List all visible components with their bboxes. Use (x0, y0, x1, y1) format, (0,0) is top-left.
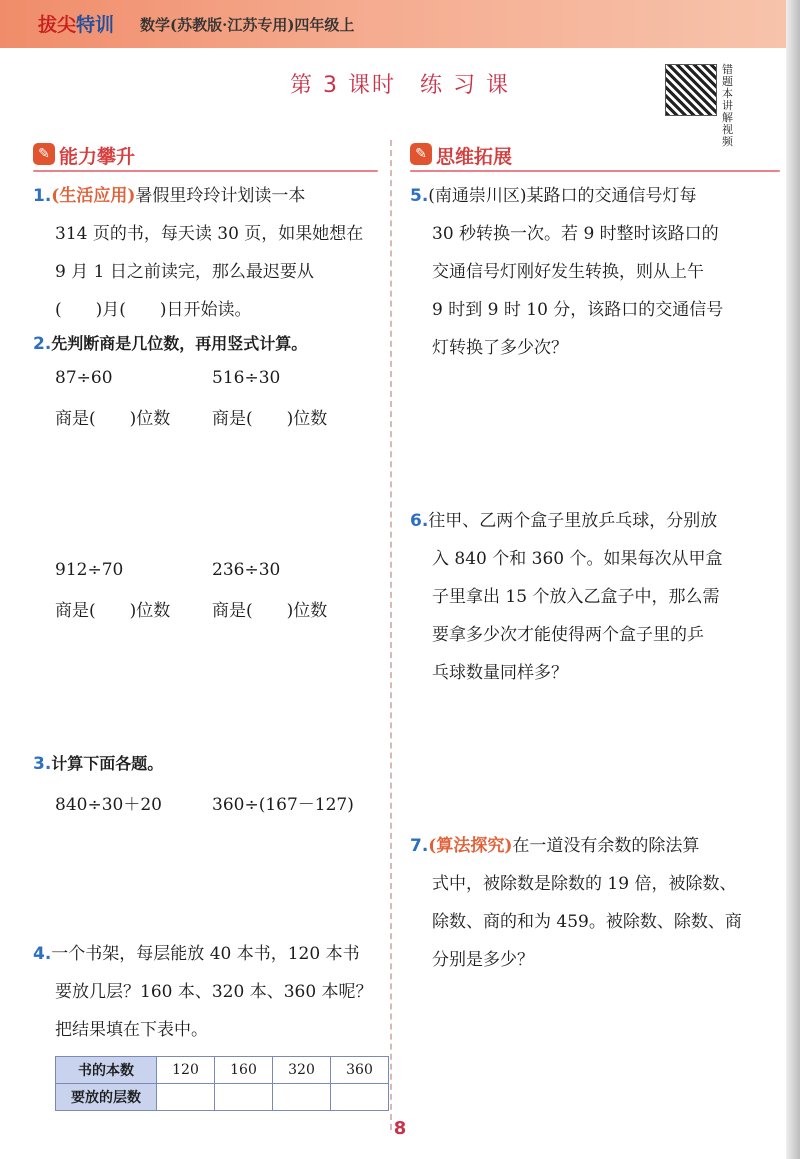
table-row (56, 1084, 389, 1111)
section-underline (410, 170, 780, 172)
question-tag: (南通崇川区) (428, 186, 527, 206)
column-divider (390, 140, 392, 1130)
expression: 87÷60 (55, 368, 113, 388)
question-text: 30 秒转换一次。若 9 时整时该路口的 (432, 224, 719, 244)
answer-cell[interactable] (331, 1084, 389, 1111)
answer-blank[interactable]: 商是( )位数 (212, 601, 328, 621)
section-underline (33, 170, 378, 172)
expression: 360÷(167－127) (212, 795, 354, 815)
answer-blank[interactable]: 商是( )位数 (55, 601, 171, 621)
question-text: 把结果填在下表中。 (55, 1020, 208, 1040)
question-text: 计算下面各题。 (51, 754, 164, 773)
page-number: 8 (393, 1118, 407, 1139)
expression: 516÷30 (212, 368, 281, 388)
question-number: 7. (410, 836, 429, 856)
question-tag: (生活应用) (51, 186, 136, 206)
running-icon: ✎ (33, 143, 55, 165)
question-number: 2. (33, 334, 52, 354)
answer-cell[interactable] (157, 1084, 215, 1111)
section-label: 能力攀升 (59, 146, 136, 168)
question-text: 314 页的书，每天读 30 页，如果她想在 (55, 224, 364, 244)
answer-cell[interactable] (273, 1084, 331, 1111)
question-text: 9 时到 9 时 10 分，该路口的交通信号 (432, 300, 724, 320)
question-2 (33, 325, 383, 363)
table-header: 书的本数 (56, 1057, 157, 1084)
question-6 (410, 502, 782, 692)
question-text: 子里拿出 15 个放入乙盒子中，那么需 (432, 587, 720, 607)
brand-text-2: 特训 (76, 14, 115, 36)
brand-logo (38, 10, 114, 37)
question-text: 往甲、乙两个盒子里放乒乓球，分别放 (428, 511, 718, 531)
answer-blank[interactable]: 商是( )位数 (55, 409, 171, 429)
question-text: 分别是多少？ (432, 950, 534, 970)
question-text: 要拿多少次才能使得两个盒子里的乒 (432, 625, 704, 645)
question-7 (410, 827, 782, 979)
expression: 840÷30＋20 (55, 795, 162, 815)
brand-text-1: 拔尖 (38, 14, 77, 36)
question-text: 灯转换了多少次？ (432, 338, 568, 358)
question-tag: (算法探究) (428, 836, 513, 856)
answer-blank[interactable]: 商是( )位数 (212, 409, 328, 429)
question-number: 6. (410, 511, 429, 531)
question-text: ( )月( )日开始读。 (55, 300, 252, 320)
subject-label: 数学(苏教版·江苏专用)四年级上 (140, 16, 355, 34)
question-text: 暑假里玲玲计划读一本 (135, 186, 306, 206)
section-label: 思维拓展 (436, 146, 513, 168)
section-header-ability (33, 140, 378, 170)
question-text: 先判断商是几位数，再用竖式计算。 (51, 334, 308, 353)
section-header-thinking (410, 140, 780, 170)
question-text: 乓球数量同样多？ (432, 663, 568, 683)
question-3 (33, 745, 383, 783)
question-text: 入 840 个和 360 个。如果每次从甲盒 (432, 549, 723, 569)
question-text: 9 月 1 日之前读完，那么最迟要从 (55, 262, 314, 282)
table-cell: 120 (157, 1057, 215, 1084)
question-number: 3. (33, 754, 52, 774)
header-bar (0, 0, 800, 48)
question-4 (33, 935, 388, 1049)
table-cell: 360 (331, 1057, 389, 1084)
question-number: 4. (33, 944, 52, 964)
lesson-title: 第 3 课时 练 习 课 (290, 73, 510, 98)
answer-cell[interactable] (215, 1084, 273, 1111)
running-icon: ✎ (410, 143, 432, 165)
question-1 (33, 177, 383, 329)
table-cell: 160 (215, 1057, 273, 1084)
question-text: 一个书架，每层能放 40 本书，120 本书 (51, 944, 360, 964)
question-5 (410, 177, 782, 367)
answer-table (55, 1056, 389, 1111)
question-text: 要放几层？160 本、320 本、360 本呢？ (55, 982, 373, 1002)
page-edge (786, 0, 800, 1159)
qr-label: 错题本讲解视频 (722, 63, 733, 148)
table-cell: 320 (273, 1057, 331, 1084)
expression: 912÷70 (55, 560, 124, 580)
question-number: 5. (410, 186, 429, 206)
question-text: 式中，被除数是除数的 19 倍，被除数、 (432, 874, 737, 894)
question-text: 某路口的交通信号灯每 (526, 186, 697, 206)
question-number: 1. (33, 186, 52, 206)
table-row (56, 1057, 389, 1084)
question-text: 在一道没有余数的除法算 (512, 836, 700, 856)
qr-code-icon[interactable] (665, 64, 717, 116)
table-header: 要放的层数 (56, 1084, 157, 1111)
expression: 236÷30 (212, 560, 281, 580)
question-text: 交通信号灯刚好发生转换，则从上午 (432, 262, 704, 282)
question-text: 除数、商的和为 459。被除数、除数、商 (432, 912, 742, 932)
